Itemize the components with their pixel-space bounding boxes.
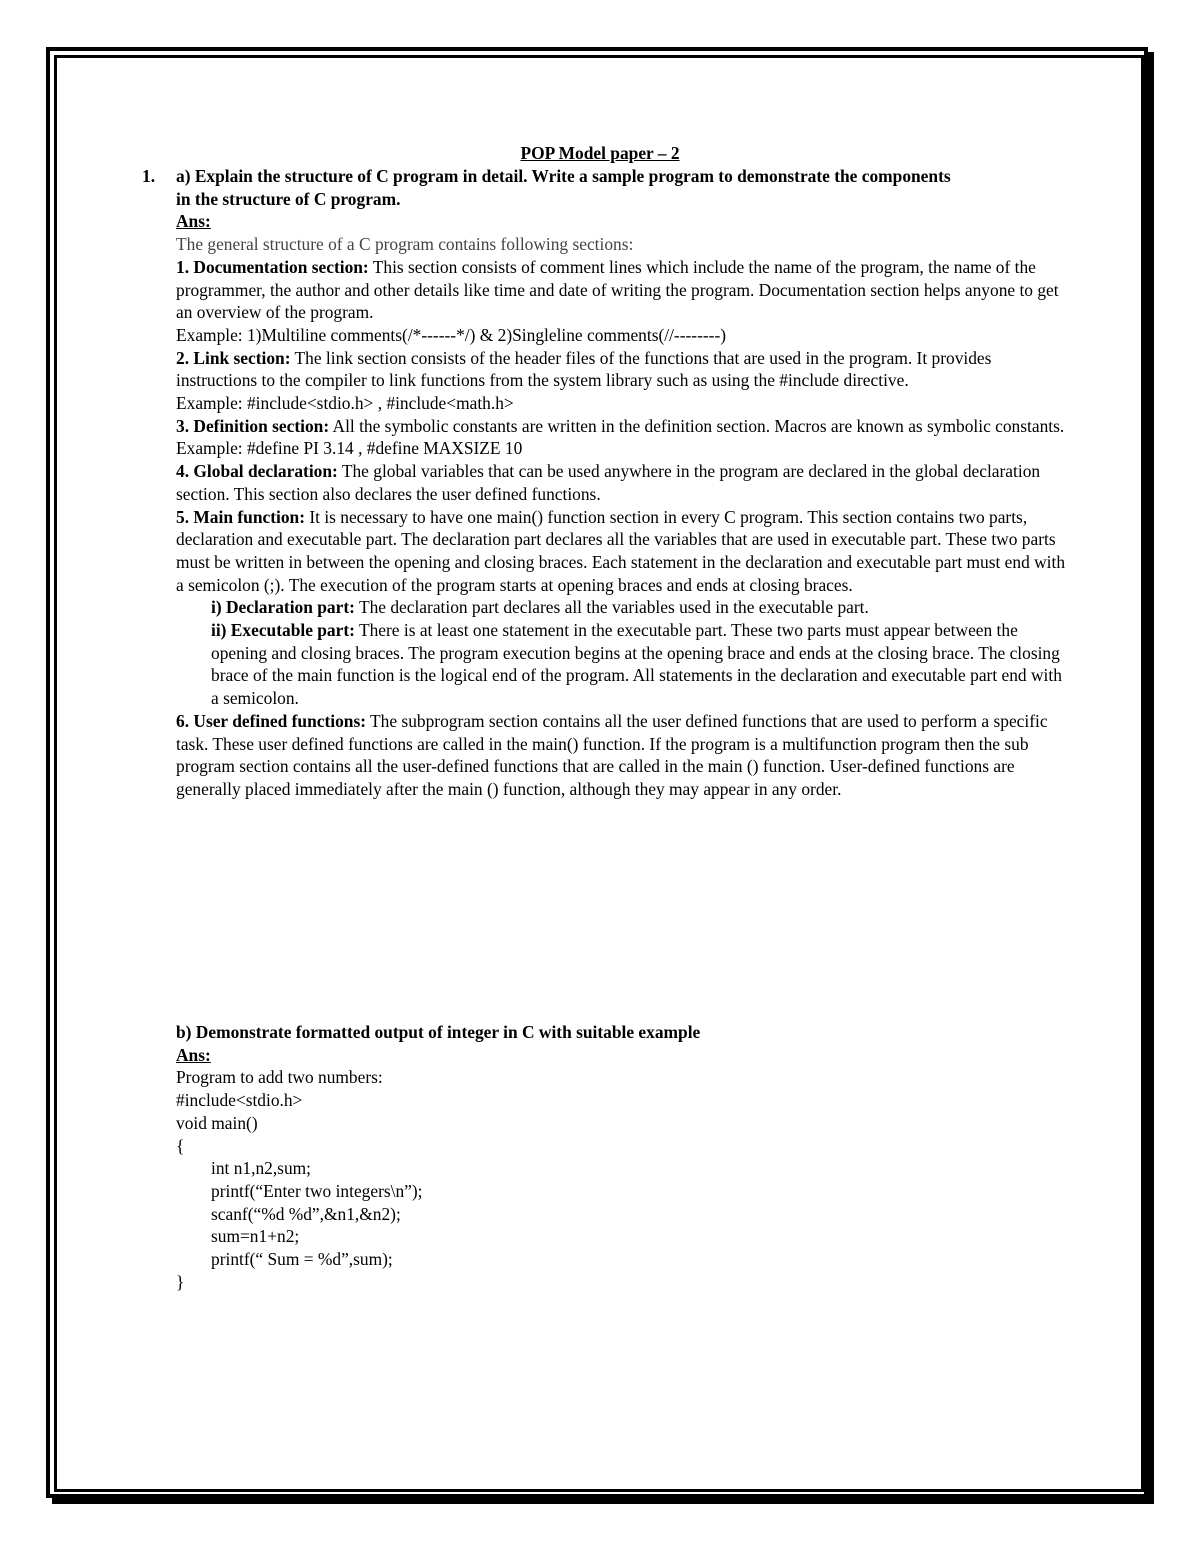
question-1a bbox=[176, 165, 1066, 801]
section-global-declaration bbox=[176, 460, 1066, 505]
section-link-text: The link section consists of the header files of the functions that are used in the program. It provides instructions to the compiler to link functions from the system library such as using the #include directive. bbox=[176, 347, 992, 391]
section-declaration-part bbox=[176, 596, 1066, 619]
user-defined-heading: 6. User defined functions: bbox=[176, 710, 367, 731]
page-border-shadow-right bbox=[1148, 52, 1154, 1504]
executable-part-heading: ii) Executable part: bbox=[211, 620, 355, 641]
code-line: #include<stdio.h> bbox=[176, 1090, 303, 1111]
section-definition-example: Example: #define PI 3.14 , #define MAXSIZE 10 bbox=[176, 438, 523, 459]
page-border-shadow-bottom bbox=[52, 1498, 1154, 1504]
declaration-part-heading: i) Declaration part: bbox=[211, 597, 355, 618]
section-link-example: Example: #include<stdio.h> , #include<math.h> bbox=[176, 393, 514, 414]
code-line: printf(“Enter two integers\n”); bbox=[211, 1180, 423, 1201]
section-documentation-example: Example: 1)Multiline comments(/*------*/) & 2)Singleline comments(//--------) bbox=[176, 324, 727, 345]
executable-part-text: There is at least one statement in the executable part. These two parts must appear between the opening and closing braces. The program execution begins at the opening brace and ends at the closing brace. The closing brace of the main function is the logical end of the program. All statements in the declaration and executable part end with a semicolon. bbox=[211, 620, 1062, 709]
section-documentation-heading: 1. Documentation section: bbox=[176, 256, 369, 277]
section-main-heading: 5. Main function: bbox=[176, 506, 305, 527]
code-line: } bbox=[176, 1271, 185, 1292]
question-number: 1. bbox=[142, 166, 156, 186]
section-documentation-text: This section consists of comment lines which include the name of the program, the name of the programmer, the author and other details like time and date of writing the program. Documentation section helps anyone to get an overview of the program. bbox=[176, 256, 1059, 323]
code-line: sum=n1+n2; bbox=[211, 1226, 300, 1247]
declaration-part-text: The declaration part declares all the variables used in the executable part. bbox=[354, 597, 869, 618]
section-main-text: It is necessary to have one main() function section in every C program. This section contains two parts, declaration and executable part. The declaration part declares all the variables that are used in executable part. These two parts must be written in between the opening and closing braces. Each statement in the declaration and executable part must end with a semicolon (;). The execution of the program starts at opening braces and ends at closing braces. bbox=[176, 506, 1066, 595]
answer-intro: The general structure of a C program contains following sections: bbox=[176, 234, 634, 255]
page-title: POP Model paper – 2 bbox=[520, 143, 680, 163]
code-line: scanf(“%d %d”,&n1,&n2); bbox=[211, 1203, 401, 1224]
section-executable-part bbox=[176, 619, 1066, 710]
code-line: void main() bbox=[176, 1112, 258, 1133]
section-definition-text: All the symbolic constants are written in the definition section. Macros are known as symbolic constants. bbox=[329, 415, 1065, 436]
section-definition bbox=[176, 415, 1066, 438]
answer-label-1b: Ans: bbox=[176, 1044, 211, 1065]
program-intro: Program to add two numbers: bbox=[176, 1067, 383, 1088]
section-link bbox=[176, 347, 1066, 392]
section-main-function bbox=[176, 506, 1066, 597]
code-block bbox=[176, 1089, 1066, 1293]
question-1b bbox=[176, 1021, 1066, 1293]
question-1a-line2: in the structure of C program. bbox=[176, 188, 401, 209]
question-1b-text: b) Demonstrate formatted output of integer in C with suitable example bbox=[176, 1022, 701, 1042]
section-global-heading: 4. Global declaration: bbox=[176, 461, 338, 482]
section-user-defined-functions bbox=[176, 710, 1066, 801]
section-link-heading: 2. Link section: bbox=[176, 347, 291, 368]
section-definition-heading: 3. Definition section: bbox=[176, 415, 330, 436]
user-defined-text: The subprogram section contains all the user defined functions that are used to perform a specific task. These user defined functions are called in the main() function. If the program is a multifunction program then the sub program section contains all the user-defined functions that are called in the main () function. User-defined functions are generally placed immediately after the main () function, although they may appear in any order. bbox=[176, 710, 1048, 799]
section-global-text: The global variables that can be used anywhere in the program are declared in the global declaration section. This section also declares the user defined functions. bbox=[176, 461, 1041, 504]
question-1a-line1: a) Explain the structure of C program in detail. Write a sample program to demonstrate the components bbox=[176, 166, 951, 186]
code-line: { bbox=[176, 1135, 185, 1156]
answer-label: Ans: bbox=[176, 211, 211, 232]
code-line: int n1,n2,sum; bbox=[211, 1158, 312, 1179]
code-line: printf(“ Sum = %d”,sum); bbox=[211, 1249, 393, 1270]
section-documentation bbox=[176, 256, 1066, 324]
